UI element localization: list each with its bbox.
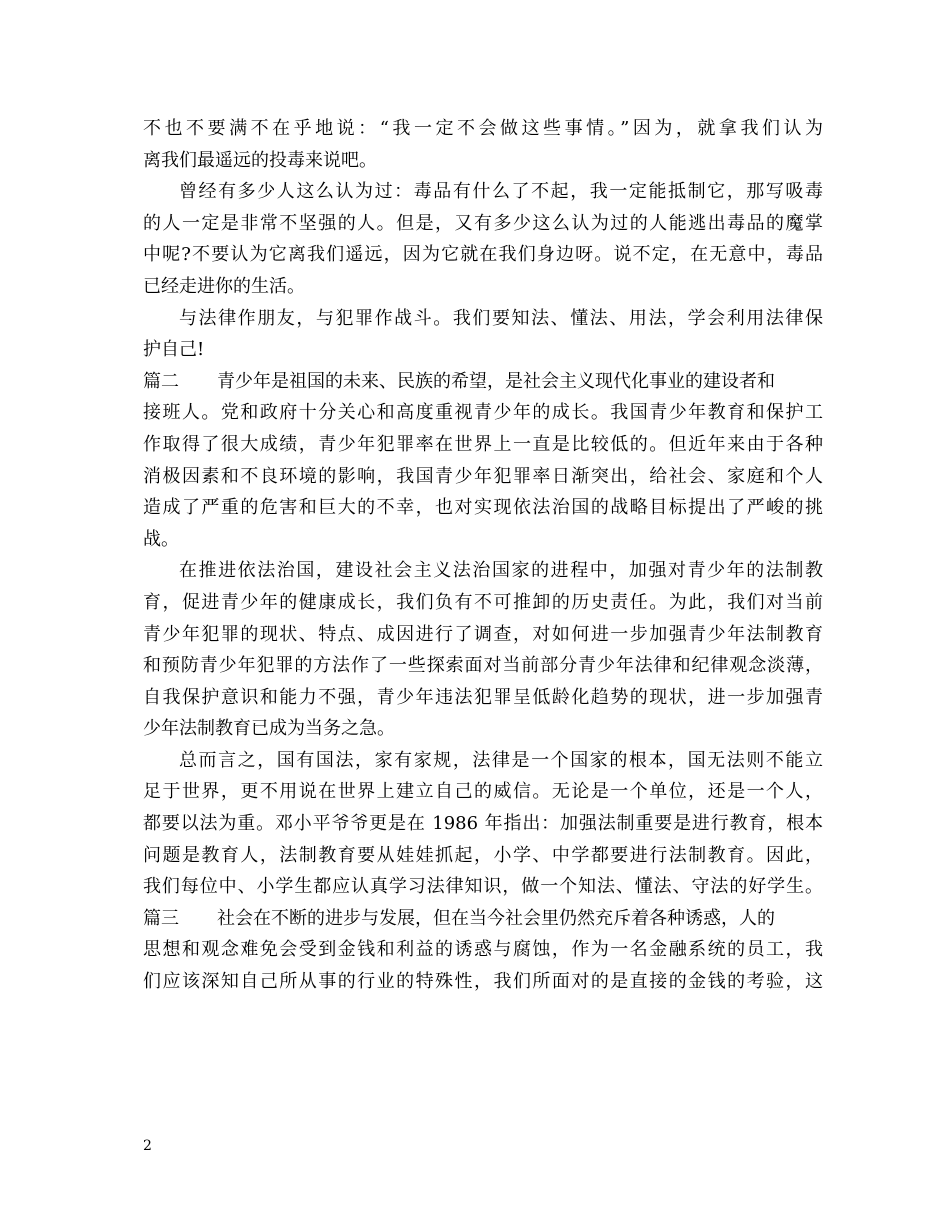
text-line: 足于世界，更不用说在世界上建立自己的威信。无论是一个单位，还是一个人， [143,781,823,803]
text-line: 我们每位中、小学生都应认真学习法律知识，做一个知法、懂法、守法的好学生。 [143,876,823,898]
text-line: 消极因素和不良环境的影响，我国青少年犯罪率日渐突出，给社会、家庭和个人 [143,465,823,487]
text-line: 自我保护意识和能力不强，青少年违法犯罪呈低龄化趋势的现状，进一步加强青 [143,686,823,708]
text-line: 战。 [143,528,179,550]
text-line: 护自己! [143,339,205,361]
section-first-line [143,366,823,398]
text-line: 作取得了很大成绩，青少年犯罪率在世界上一直是比较低的。但近年来由于各种 [143,433,823,455]
text-line: 不也不要满不在乎地说：“我一定不会做这些事情。”因为，就拿我们认为 [143,118,823,139]
text-line: 离我们最遥远的投毒来说吧。 [143,149,377,171]
paragraph-first-line: 在推进依法治国，建设社会主义法治国家的进程中，加强对青少年的法制教 [179,560,823,582]
text-line: 育，促进青少年的健康成长，我们负有不可推卸的历史责任。为此，我们对当前 [143,591,823,613]
text-line: 都要以法为重。邓小平爷爷更是在 1986 年指出：加强法制重要是进行教育，根本 [143,813,823,835]
paragraph-first-line: 曾经有多少人这么认为过：毒品有什么了不起，我一定能抵制它，那写吸毒 [179,181,823,203]
text-line: 问题是教育人，法制教育要从娃娃抓起，小学、中学都要进行法制教育。因此， [143,844,823,866]
paragraph-first-line: 总而言之，国有国法，家有家规，法律是一个国家的根本，国无法则不能立 [179,749,823,771]
text-line: 已经走进你的生活。 [143,275,305,297]
text-line: 青少年犯罪的现状、特点、成因进行了调查，对如何进一步加强青少年法制教育 [143,623,823,645]
text-line: 接班人。党和政府十分关心和高度重视青少年的成长。我国青少年教育和保护工 [143,402,823,424]
text-line: 社会在不断的进步与发展，但在当今社会里仍然充斥着各种诱惑，人的 [217,907,775,929]
page-number: 2 [143,1138,152,1154]
text-line: 中呢?不要认为它离我们遥远，因为它就在我们身边呀。说不定，在无意中，毒品 [143,244,823,266]
section-first-line [143,903,823,935]
document-body [143,113,823,998]
text-line: 和预防青少年犯罪的方法作了一些探索面对当前部分青少年法律和纪律观念淡薄， [143,655,823,677]
paragraph-first-line: 与法律作朋友，与犯罪作战斗。我们要知法、懂法、用法，学会利用法律保 [179,307,823,329]
section-heading-part3: 篇三 [143,907,179,929]
text-line: 造成了严重的危害和巨大的不幸，也对实现依法治国的战略目标提出了严峻的挑 [143,497,823,519]
text-line: 少年法制教育已成为当务之急。 [143,718,395,740]
text-line: 思想和观念难免会受到金钱和利益的诱惑与腐蚀，作为一名金融系统的员工，我 [143,939,823,961]
section-heading-part2: 篇二 [143,370,179,392]
text-line: 们应该深知自己所从事的行业的特殊性，我们所面对的是直接的金钱的考验，这 [143,971,823,993]
text-line: 的人一定是非常不坚强的人。但是，又有多少这么认为过的人能逃出毒品的魔掌 [143,212,823,234]
text-line: 青少年是祖国的未来、民族的希望，是社会主义现代化事业的建设者和 [217,370,775,392]
